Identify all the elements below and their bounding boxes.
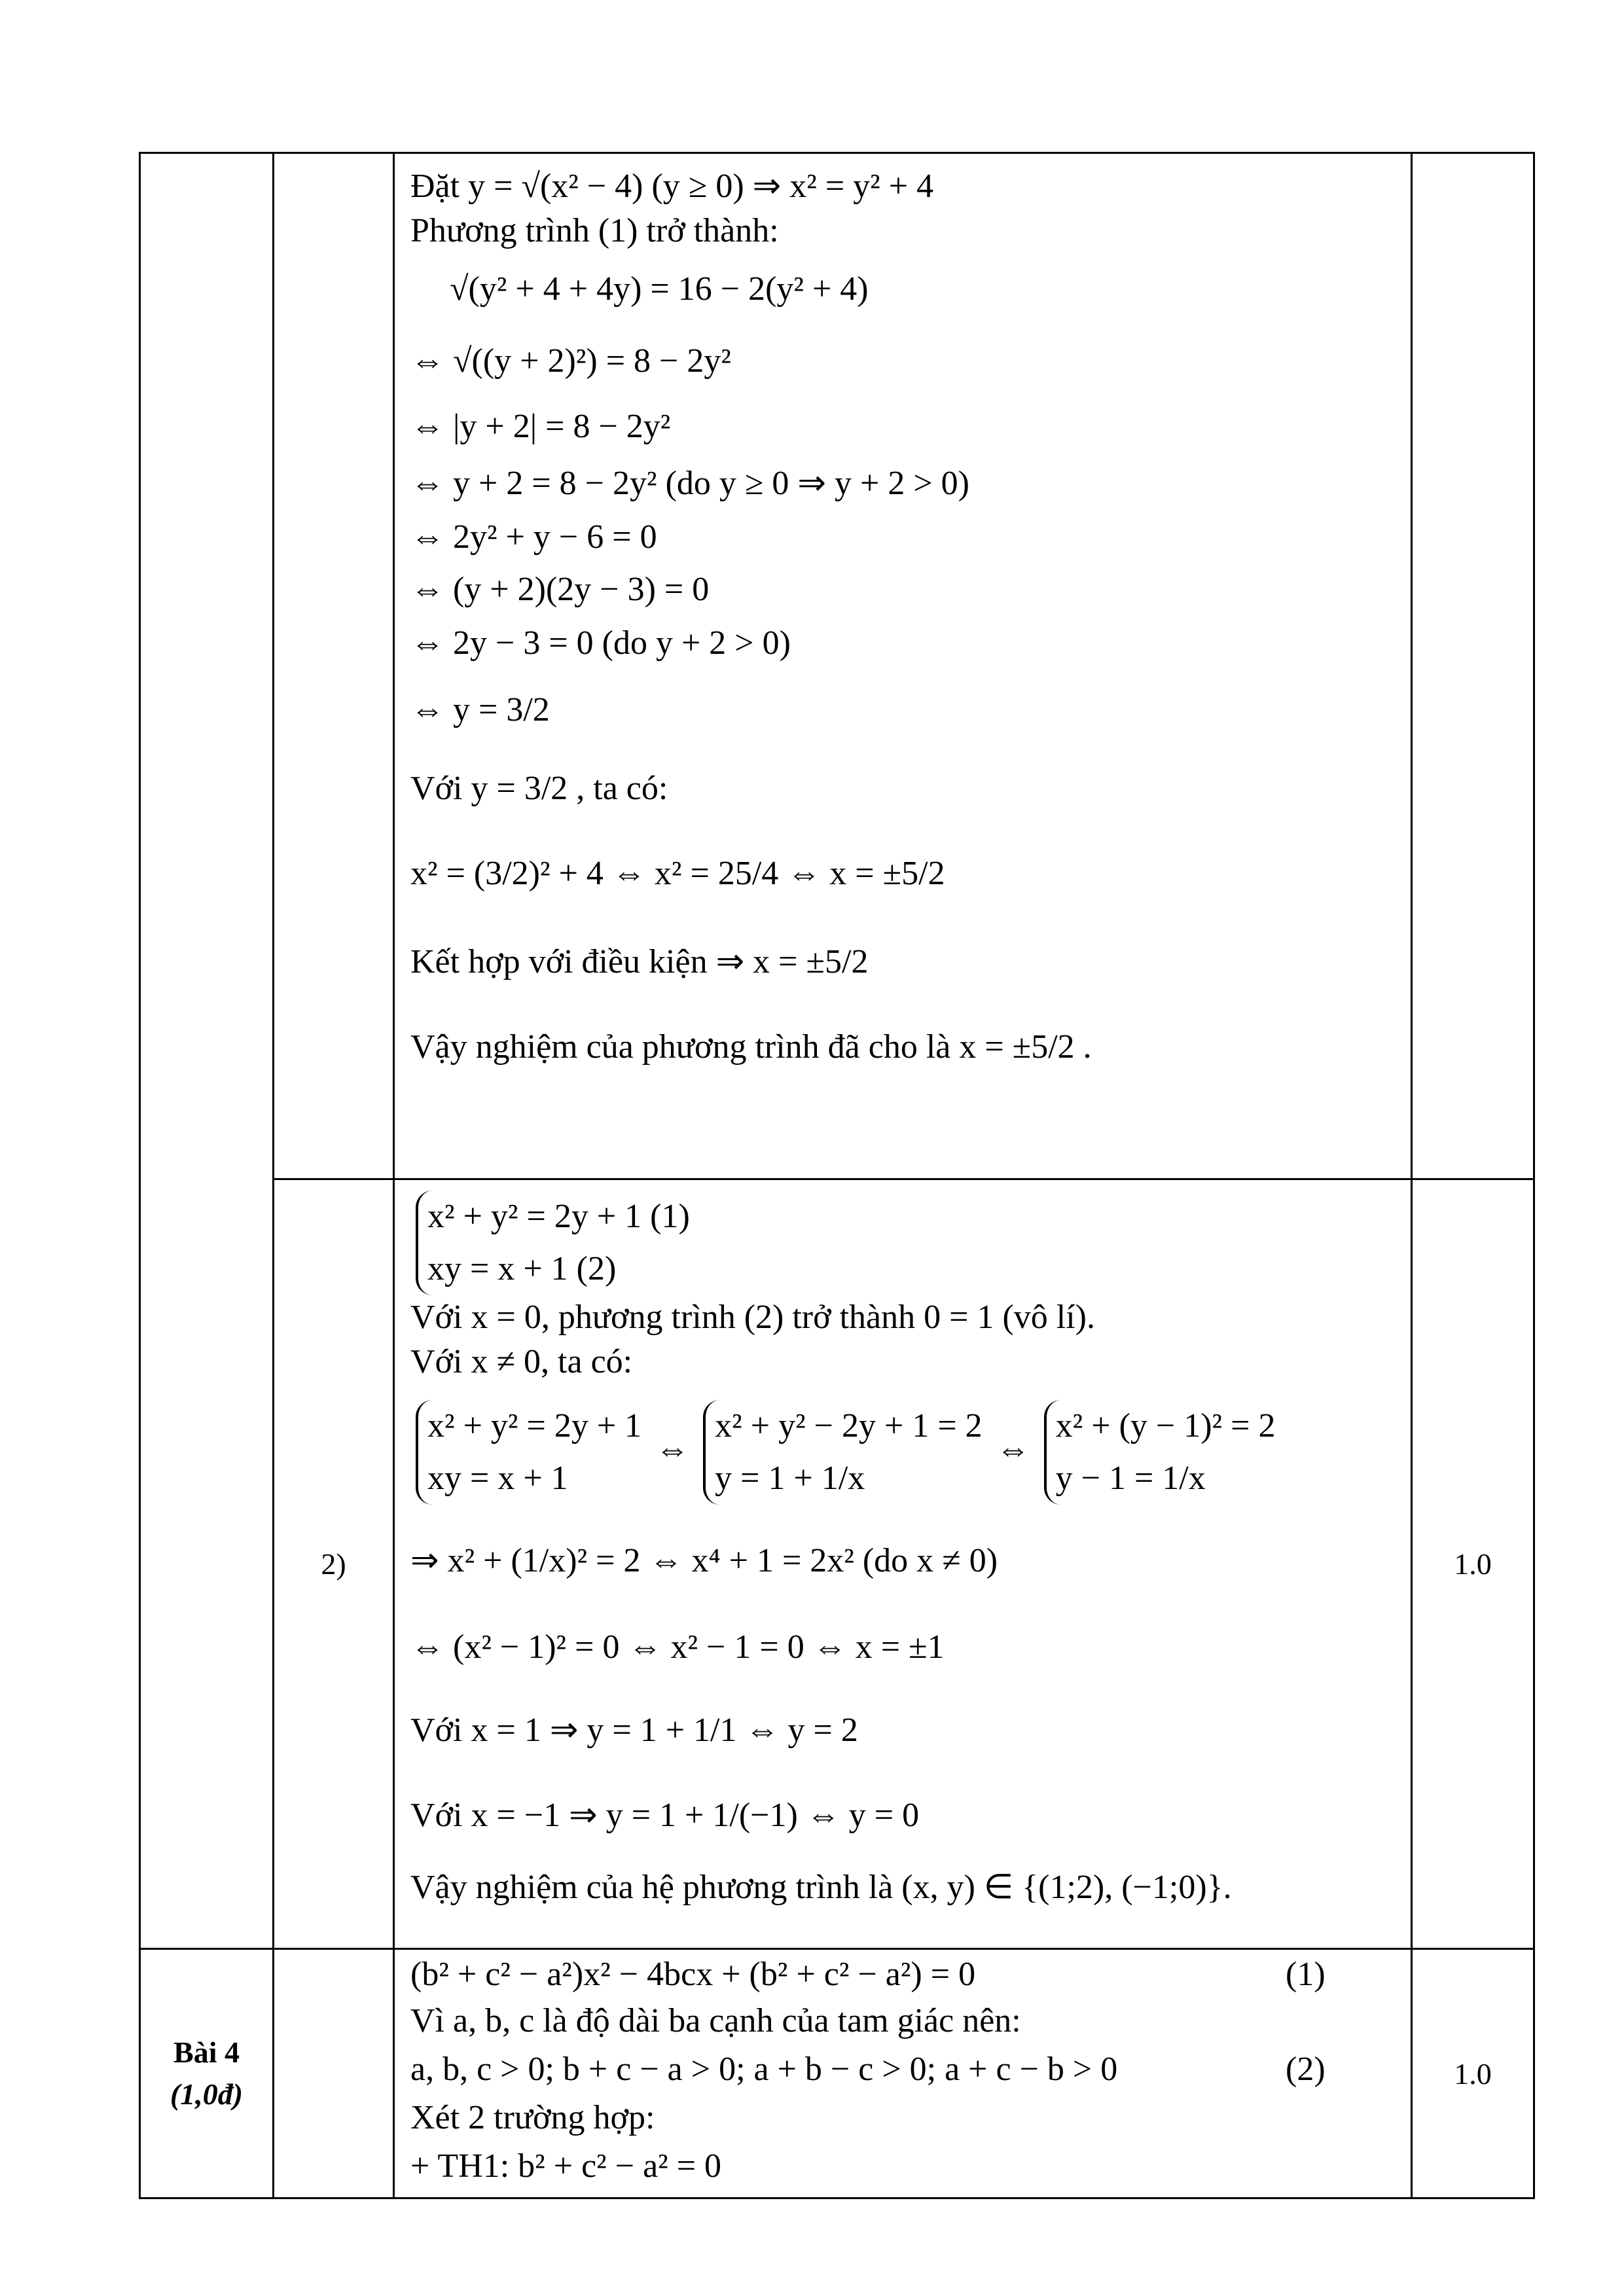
points-text: (1,0đ)	[170, 2077, 244, 2111]
sol-line: Xét 2 trường hợp:	[410, 2099, 655, 2136]
equation-system	[1044, 1400, 1276, 1505]
solution-bai4	[394, 1949, 1412, 2198]
score-cell: 1.0	[1412, 1179, 1534, 1949]
sol-line: ⇔ y = 3/2	[410, 691, 550, 728]
system-eq: xy = x + 1 (2)	[427, 1250, 617, 1287]
sol-line: ⇒ x² + (1/x)² = 2 ⇔ x⁴ + 1 = 2x² (do x ≠ 0)	[410, 1542, 998, 1579]
sol-line: Vậy nghiệm của hệ phương trình là (x, y) ∈ {(1;2), (−1;0)}.	[410, 1869, 1232, 1906]
solution-part1	[394, 153, 1412, 1179]
sol-line: Với x ≠ 0, ta có:	[410, 1343, 633, 1380]
eq-tag: (1)	[1286, 1956, 1326, 1993]
score-cell-empty	[1412, 153, 1534, 1179]
sol-line: Vậy nghiệm của phương trình đã cho là x = ±5/2 .	[410, 1028, 1092, 1066]
part-label-cell: 2)	[274, 1179, 394, 1949]
sol-line: ⇔ √((y + 2)²) = 8 − 2y²	[410, 342, 731, 380]
system-block	[410, 1191, 1395, 1295]
equivalence-symbol: ⇔	[655, 1431, 690, 1468]
equivalence-symbol: ⇔	[996, 1431, 1030, 1468]
system-eq: y − 1 = 1/x	[1055, 1460, 1206, 1498]
equation-system	[416, 1191, 690, 1295]
score-cell: 1.0	[1412, 1949, 1534, 2198]
part-label-cell	[274, 153, 394, 1179]
sol-line: Kết hợp với điều kiện ⇒ x = ±5/2	[410, 943, 869, 980]
sol-line: Vì a, b, c là độ dài ba cạnh của tam giác nên:	[410, 2002, 1021, 2039]
sol-line: ⇔ |y + 2| = 8 − 2y²	[410, 408, 671, 445]
system-chain	[410, 1384, 1395, 1515]
system-eq: y = 1 + 1/x	[715, 1460, 865, 1498]
sol-line: Với y = 3/2 , ta có:	[410, 770, 668, 807]
problem-title: Bài 4	[173, 2036, 240, 2069]
system-eq: xy = x + 1	[427, 1460, 568, 1498]
table-row	[140, 1179, 1534, 1949]
system-eq: x² + y² − 2y + 1 = 2	[715, 1407, 983, 1445]
sol-line: Phương trình (1) trở thành:	[410, 212, 779, 249]
sol-line-with-tag	[410, 1952, 1395, 1997]
table-row	[140, 153, 1534, 1179]
solution-part2	[394, 1179, 1412, 1949]
sol-text: (b² + c² − a²)x² − 4bcx + (b² + c² − a²) = 0	[410, 1956, 976, 1993]
system-eq: x² + (y − 1)² = 2	[1055, 1407, 1276, 1445]
eq-tag: (2)	[1286, 2051, 1326, 2088]
sol-line: ⇔ 2y² + y − 6 = 0	[410, 518, 657, 556]
part-label-cell	[274, 1949, 394, 2198]
system-eq: x² + y² = 2y + 1	[427, 1407, 642, 1445]
sol-line: Đặt y = √(x² − 4) (y ≥ 0) ⇒ x² = y² + 4	[410, 168, 934, 205]
sol-line: ⇔ 2y − 3 = 0 (do y + 2 > 0)	[410, 624, 791, 662]
problem-cell	[140, 1949, 274, 2198]
answer-key-table	[139, 152, 1535, 2199]
sol-line-with-tag	[410, 2045, 1395, 2094]
sol-text: a, b, c > 0; b + c − a > 0; a + b − c > 0; a + c − b > 0	[410, 2051, 1118, 2088]
problem-points	[141, 2073, 272, 2115]
sol-line: Với x = 1 ⇒ y = 1 + 1/1 ⇔ y = 2	[410, 1712, 858, 1749]
sol-line: ⇔ (x² − 1)² = 0 ⇔ x² − 1 = 0 ⇔ x = ±1	[410, 1628, 945, 1666]
sol-line: + TH1: b² + c² − a² = 0	[410, 2147, 722, 2185]
problem-cell-empty	[140, 153, 274, 1949]
table-row	[140, 1949, 1534, 2198]
sol-line: Với x = −1 ⇒ y = 1 + 1/(−1) ⇔ y = 0	[410, 1797, 920, 1834]
sol-line: √(y² + 4 + 4y) = 16 − 2(y² + 4)	[450, 270, 869, 308]
equation-system	[416, 1400, 641, 1505]
sol-line: ⇔ y + 2 = 8 − 2y² (do y ≥ 0 ⇒ y + 2 > 0)	[410, 465, 969, 502]
system-eq: x² + y² = 2y + 1 (1)	[427, 1198, 690, 1235]
sol-line: Với x = 0, phương trình (2) trở thành 0 = 1 (vô lí).	[410, 1299, 1095, 1336]
equation-system	[703, 1400, 982, 1505]
sol-line: x² = (3/2)² + 4 ⇔ x² = 25/4 ⇔ x = ±5/2	[410, 855, 945, 892]
sol-line: ⇔ (y + 2)(2y − 3) = 0	[410, 571, 710, 608]
